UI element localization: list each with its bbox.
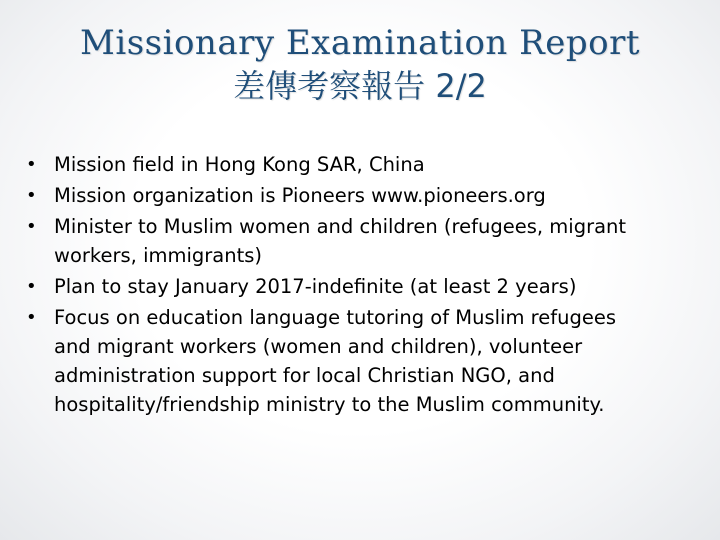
bullet-text: Mission field in Hong Kong SAR, China xyxy=(54,153,425,176)
bullet-marker: • xyxy=(26,185,37,206)
bullet-marker: • xyxy=(26,216,37,237)
title-chinese: 差傳考察報告 2/2 xyxy=(233,67,487,105)
bullet-text: Plan to stay January 2017-indefinite (at least 2 years) xyxy=(54,275,577,298)
bullet-marker: • xyxy=(26,307,37,328)
bullet-text-continued: hospitality/friendship ministry to the Muslim community. xyxy=(54,393,605,416)
bullet-text: Minister to Muslim women and children (refugees, migrant xyxy=(54,215,627,238)
bullet-list xyxy=(22,150,712,421)
bullet-item xyxy=(22,272,712,301)
bullet-text-continued: administration support for local Christian NGO, and xyxy=(54,364,555,387)
bullet-marker: • xyxy=(26,276,37,297)
bullet-text-continued: and migrant workers (women and children), volunteer xyxy=(54,335,583,358)
bullet-item xyxy=(22,181,712,210)
bullet-text-continued: workers, immigrants) xyxy=(54,244,263,267)
bullet-item xyxy=(22,212,712,270)
bullet-marker: • xyxy=(26,154,37,175)
slide-title xyxy=(0,23,720,105)
bullet-item xyxy=(22,150,712,179)
title-english: Missionary Examination Report xyxy=(80,23,640,63)
bullet-text: Focus on education language tutoring of Muslim refugees xyxy=(54,306,616,329)
bullet-text: Mission organization is Pioneers www.pioneers.org xyxy=(54,184,546,207)
bullet-item xyxy=(22,303,712,419)
